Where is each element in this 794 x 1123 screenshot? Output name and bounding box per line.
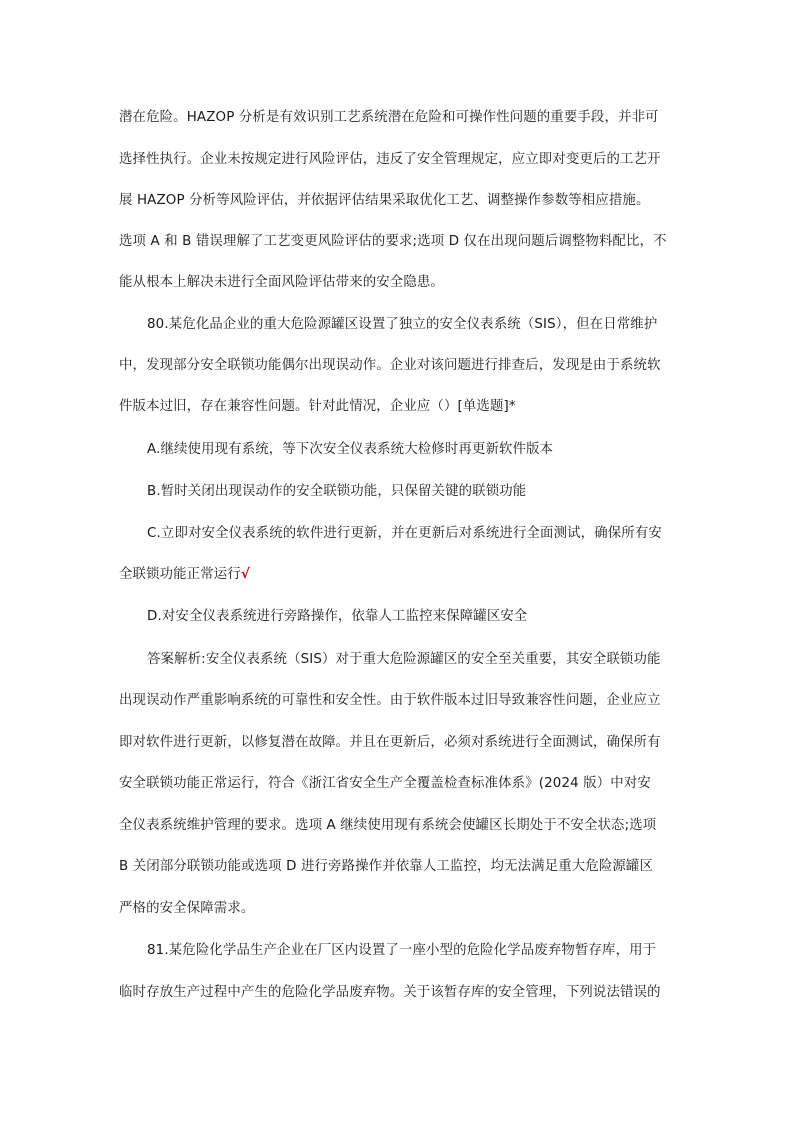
q80-analysis-line-6: B 关闭部分联锁功能或选项 D 进行旁路操作并依靠人工监控，均无法满足重大危险源罐区 [119,859,654,874]
q80-option-c-text: 全联锁功能正常运行 [119,567,241,582]
q80-analysis-line-7: 严格的安全保障需求。 [119,901,255,916]
q80-option-b: B.暂时关闭出现误动作的安全联锁功能，只保留关键的联锁功能 [147,484,527,499]
prev-explanation-line-3: 展 HAZOP 分析等风险评估，并依据评估结果采取优化工艺、调整操作参数等相应措施。 [119,193,650,208]
q80-option-c-line-1: C.立即对安全仪表系统的软件进行更新，并在更新后对系统进行全面测试，确保所有安 [147,526,662,541]
q80-analysis-line-5: 全仪表系统维护管理的要求。选项 A 继续使用现有系统会使罐区长期处于不安全状态;选项 [119,818,657,833]
correct-check-mark: √ [240,567,250,582]
prev-explanation-line-1: 潜在危险。HAZOP 分析是有效识别工艺系统潜在危险和可操作性问题的重要手段，并非可 [119,110,659,125]
q80-analysis-line-1: 答案解析:安全仪表系统（SIS）对于重大危险源罐区的安全至关重要，其安全联锁功能 [147,652,661,667]
prev-explanation-line-5: 能从根本上解决未进行全面风险评估带来的安全隐患。 [119,275,444,290]
prev-explanation-line-2: 选择性执行。企业未按规定进行风险评估，违反了安全管理规定，应立即对变更后的工艺开 [119,152,661,167]
q80-analysis-line-2: 出现误动作严重影响系统的可靠性和安全性。由于软件版本过旧导致兼容性问题，企业应立 [119,693,661,708]
q80-stem-line-2: 中，发现部分安全联锁功能偶尔出现误动作。企业对该问题进行排查后，发现是由于系统软 [119,358,661,373]
q80-analysis-line-4: 安全联锁功能正常运行，符合《浙江省安全生产全覆盖检查标准体系》(2024 版）中对安 [119,776,651,791]
q80-stem-line-1: 80.某危化品企业的重大危险源罐区设置了独立的安全仪表系统（SIS），但在日常维护 [147,317,658,332]
q80-stem-line-3: 件版本过旧，存在兼容性问题。针对此情况，企业应（）[单选题]* [119,399,516,414]
q80-option-d: D.对安全仪表系统进行旁路操作，依靠人工监控来保障罐区安全 [147,609,528,624]
q80-option-c-line-2 [119,566,679,584]
q80-analysis-line-3: 即对软件进行更新，以修复潜在故障。并且在更新后，必须对系统进行全面测试，确保所有 [119,735,661,750]
prev-explanation-line-4: 选项 A 和 B 错误理解了工艺变更风险评估的要求;选项 D 仅在出现问题后调整物料配比，不 [119,234,667,249]
q80-option-a: A.继续使用现有系统，等下次安全仪表系统大检修时再更新软件版本 [147,442,554,457]
q81-stem-line-2: 临时存放生产过程中产生的危险化学品废弃物。关于该暂存库的安全管理，下列说法错误的 [119,985,661,1000]
q81-stem-line-1: 81.某危险化学品生产企业在厂区内设置了一座小型的危险化学品废弃物暂存库，用于 [147,943,657,958]
